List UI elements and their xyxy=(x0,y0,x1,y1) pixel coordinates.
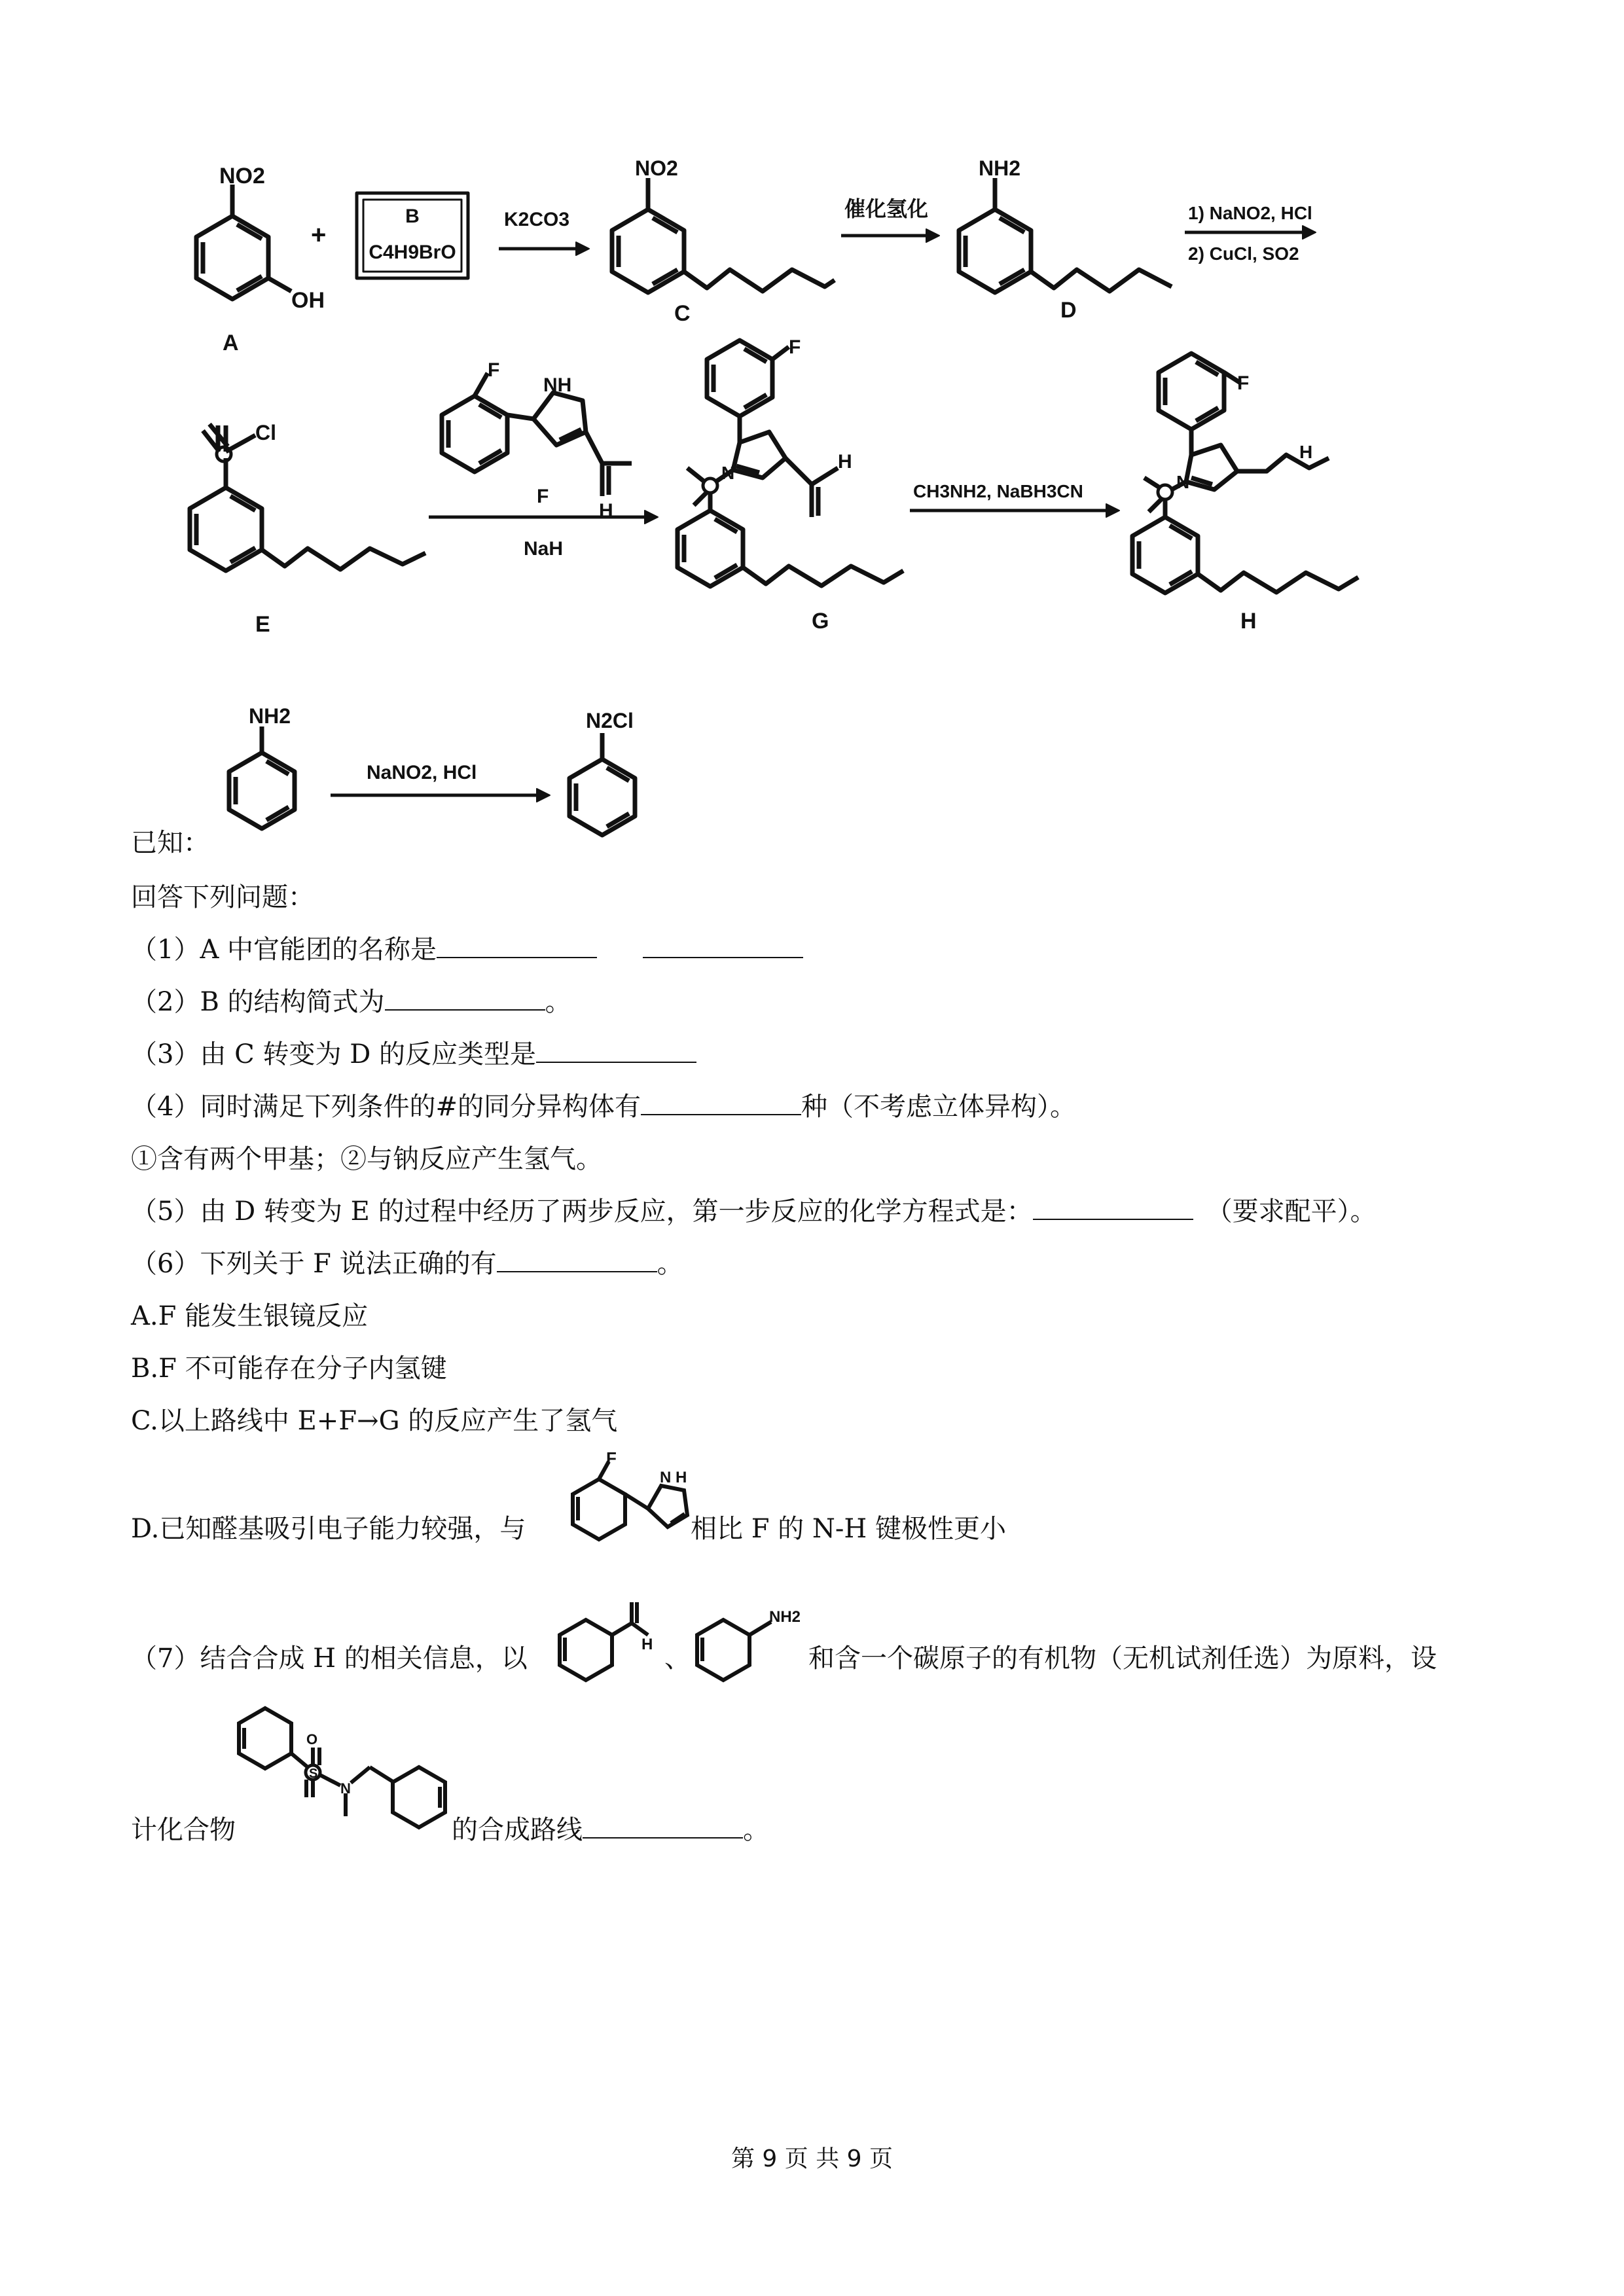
q1-blank-2[interactable] xyxy=(643,933,803,958)
q7-aniline xyxy=(687,1597,812,1685)
a-label: A xyxy=(223,331,239,355)
q5-blank[interactable] xyxy=(1033,1195,1193,1220)
question-1 xyxy=(131,933,803,967)
arrow-1 xyxy=(499,209,589,255)
compound-d xyxy=(959,156,1172,323)
known-label: 已知： xyxy=(131,828,209,858)
arrow-4 xyxy=(429,486,658,560)
page-footer: 第 9 页 共 9 页 xyxy=(731,2145,893,2172)
q4-end: 种（不考虑立体异构）。 xyxy=(801,1092,1076,1122)
question-6 xyxy=(131,1247,683,1281)
compound-b-box xyxy=(357,193,468,278)
h-label: H xyxy=(1240,609,1257,634)
q6-end: 。 xyxy=(657,1249,683,1279)
synthesis-scheme xyxy=(0,0,1624,916)
arrow3-step2: 2) CuCl, SO2 xyxy=(1188,243,1299,264)
question-2 xyxy=(131,985,571,1019)
q1-text: （1）A 中官能团的名称是 xyxy=(131,935,437,965)
question-5 xyxy=(131,1194,1377,1229)
q3-text: （3）由 C 转变为 D 的反应类型是 xyxy=(131,1039,536,1069)
q2-text: （2）B 的结构简式为 xyxy=(131,987,385,1017)
option-d-post: 相比 F 的 N-H 键极性更小 xyxy=(691,1514,1007,1544)
e-cl-label: Cl xyxy=(255,421,276,444)
q5-end: （要求配平）。 xyxy=(1206,1196,1377,1227)
q4-blank[interactable] xyxy=(641,1090,801,1115)
mini-n: N xyxy=(340,1780,351,1797)
option-d-structure xyxy=(563,1450,707,1548)
plus-sign: + xyxy=(311,221,327,249)
q2-end: 。 xyxy=(545,987,571,1017)
q6-blank[interactable] xyxy=(497,1247,657,1272)
h-fluoro-label: F xyxy=(1237,372,1250,394)
q7-post: 和含一个碳原子的有机物（无机试剂任选）为原料，设 xyxy=(808,1643,1437,1674)
mini-s: S xyxy=(309,1767,318,1781)
f-nh-label: NH xyxy=(543,374,572,396)
arrow-3 xyxy=(1185,203,1316,264)
q7-target-compound xyxy=(236,1702,458,1839)
arrow5-reagent: CH3NH2, NaBH3CN xyxy=(913,481,1083,501)
q4-text: （4）同时满足下列条件的#的同分异构体有 xyxy=(131,1092,641,1122)
q5-text: （5）由 D 转变为 E 的过程中经历了两步反应，第一步反应的化学方程式是： xyxy=(131,1196,1033,1227)
known-reactant-nh2: NH2 xyxy=(249,704,291,728)
d-label: D xyxy=(1060,298,1077,323)
mini-nh2: NH2 xyxy=(769,1608,801,1626)
a-oh-label: OH xyxy=(291,288,325,313)
arrow-5 xyxy=(910,481,1119,517)
question-3 xyxy=(131,1037,696,1071)
arrow2-reagent: 催化氢化 xyxy=(844,197,929,221)
arrow4-reagent-f: F xyxy=(537,486,549,507)
known-reaction xyxy=(229,704,635,835)
compound-h xyxy=(1132,353,1358,634)
q7-line2-pre: 计化合物 xyxy=(131,1815,236,1845)
mini-o-top: O xyxy=(306,1731,318,1748)
q7-separator: 、 xyxy=(664,1643,691,1674)
arrow3-step1: 1) NaNO2, HCl xyxy=(1188,203,1312,223)
q7-blank[interactable] xyxy=(583,1814,743,1839)
f-h-label: H xyxy=(599,500,613,522)
b-label: B xyxy=(405,206,420,227)
mini-fluoro: F xyxy=(606,1450,617,1468)
intro-text: 回答下列问题： xyxy=(131,882,314,912)
g-n-label: N xyxy=(721,463,735,483)
option-d-pre: D.已知醛基吸引电子能力较强，与 xyxy=(131,1514,526,1544)
a-no2-label: NO2 xyxy=(219,164,265,188)
option-a: A.F 能发生银镜反应 xyxy=(131,1301,369,1331)
known-product-n2cl: N2Cl xyxy=(586,709,634,732)
g-h-label: H xyxy=(838,451,852,473)
q7-line2-post xyxy=(452,1813,769,1847)
g-label: G xyxy=(812,609,829,634)
e-label: E xyxy=(255,612,270,637)
mini-aldehyde-h: H xyxy=(641,1636,653,1653)
q7-line2-text: 的合成路线 xyxy=(452,1815,583,1845)
c-no2-label: NO2 xyxy=(635,156,678,180)
compound-c xyxy=(612,156,835,326)
q3-blank[interactable] xyxy=(536,1038,696,1063)
g-fluoro-label: F xyxy=(789,336,801,358)
b-formula: C4H9BrO xyxy=(369,242,456,263)
compound-a xyxy=(196,164,325,355)
q1-blank-1[interactable] xyxy=(437,933,597,958)
question-4 xyxy=(131,1090,1076,1124)
d-nh2-label: NH2 xyxy=(979,156,1021,180)
known-reagent: NaNO2, HCl xyxy=(367,762,477,783)
option-b: B.F 不可能存在分子内氢键 xyxy=(131,1354,447,1384)
arrow-2 xyxy=(841,197,939,242)
c-label: C xyxy=(674,301,691,326)
compound-g xyxy=(677,336,903,634)
q4-conditions: ①含有两个甲基；②与钠反应产生氢气。 xyxy=(131,1144,602,1174)
q2-blank[interactable] xyxy=(385,986,545,1011)
q7-end: 。 xyxy=(743,1815,769,1845)
q7-pre: （7）结合合成 H 的相关信息，以 xyxy=(131,1643,528,1674)
f-fluoro-label: F xyxy=(488,359,500,381)
mini-nh: N H xyxy=(660,1469,687,1486)
option-c: C.以上路线中 E+F→G 的反应产生了氢气 xyxy=(131,1406,618,1436)
q6-text: （6）下列关于 F 说法正确的有 xyxy=(131,1249,497,1279)
q7-benzaldehyde xyxy=(550,1597,668,1685)
arrow4-reagent-nah: NaH xyxy=(524,538,564,560)
arrow1-reagent: K2CO3 xyxy=(504,209,570,230)
h-n-label: N xyxy=(1176,472,1190,492)
compound-e xyxy=(190,421,425,637)
h-nh-label: H xyxy=(1299,442,1313,462)
